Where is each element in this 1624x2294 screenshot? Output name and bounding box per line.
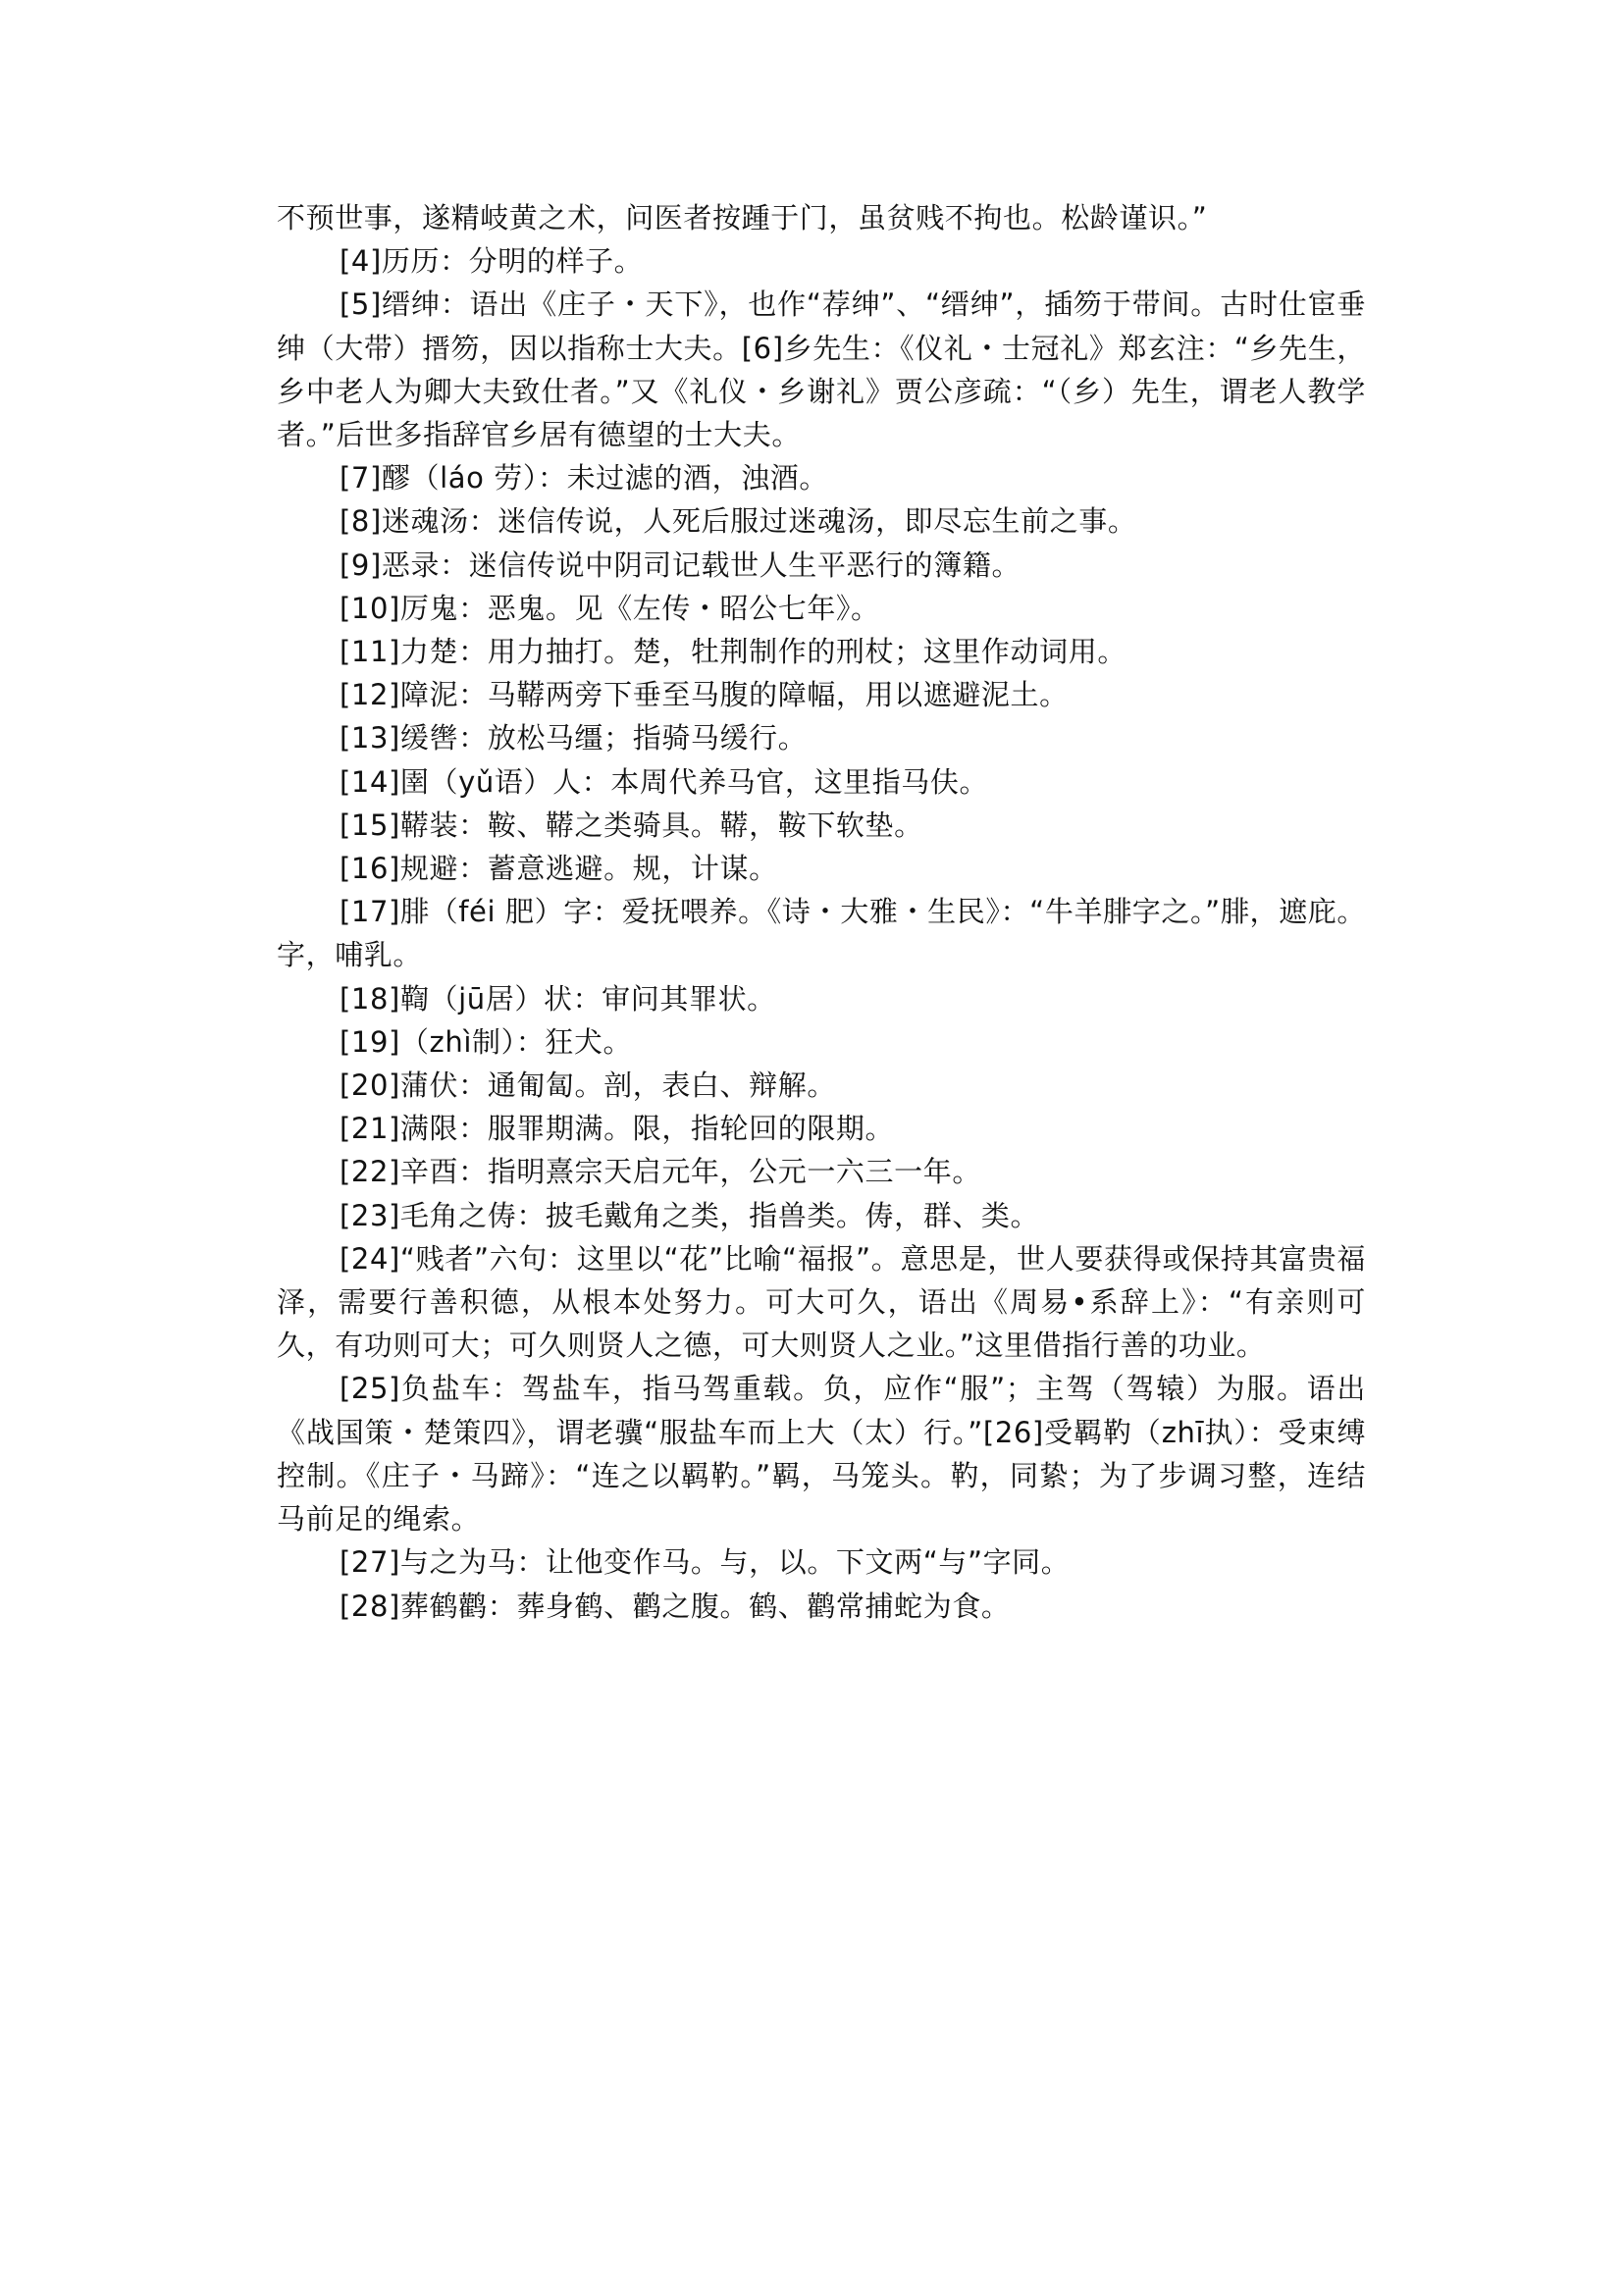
note-12: [12]障泥：马鞯两旁下垂至马腹的障幅，用以遮避泥土。 — [340, 678, 1069, 712]
note-21: [21]满限：服罪期满。限，指轮回的限期。 — [340, 1112, 895, 1146]
note-22: [22]辛酉：指明熹宗天启元年，公元一六三一年。 — [340, 1155, 981, 1189]
note-25-26: [25]负盐车：驾盐车，指马驾重载。负，应作“服”；主驾（驾辕）为服。语出《战国策・楚策四》，谓老骥“服盐车而上大（太）行。”[26]受羁靮（zhī执）：受束缚控制。《庄子・马蹄》：“连之以羁靮。”羁，马笼头。靮，同絷；为了步调习整，连结马前足的绳索。 — [277, 1372, 1366, 1537]
note-24: [24]“贱者”六句：这里以“花”比喻“福报”。意思是，世人要获得或保持其富贵福泽，需要行善积德，从根本处努力。可大可久，语出《周易•系辞上》：“有亲则可久，有功则可大；可久则贤人之德，可大则贤人之业。”这里借指行善的功业。 — [277, 1241, 1366, 1363]
note-13: [13]缓辔：放松马缰；指骑马缓行。 — [340, 721, 808, 756]
note-27: [27]与之为马：让他变作马。与，以。下文两“与”字同。 — [340, 1545, 1071, 1580]
note-15: [15]鞯装：鞍、鞯之类骑具。鞯，鞍下软垫。 — [340, 808, 923, 842]
note-9: [9]恶录：迷信传说中阴司记载世人生平恶行的簿籍。 — [340, 547, 1022, 582]
note-18: [18]鞫（jū居）状：审问其罪状。 — [340, 981, 776, 1016]
note-4: [4]历历：分明的样子。 — [340, 244, 644, 279]
note-28: [28]葬鹤鹳：葬身鹤、鹳之腹。鹤、鹳常捕蛇为食。 — [340, 1589, 1011, 1623]
annotation-text-block — [277, 196, 1366, 1628]
note-8: [8]迷魂汤：迷信传说，人死后服过迷魂汤，即尽忘生前之事。 — [340, 504, 1137, 539]
note-7: [7]醪（láo 劳）：未过滤的酒，浊酒。 — [340, 461, 828, 495]
note-20: [20]蒲伏：通匍匐。剖，表白、辩解。 — [340, 1069, 836, 1103]
note-19: [19]（zhì制）：狂犬。 — [340, 1024, 633, 1059]
continuation-paragraph: 不预世事，遂精岐黄之术，问医者按踵于门，虽贫贱不拘也。松龄谨识。” — [277, 201, 1208, 235]
note-5-6: [5]缙绅：语出《庄子・天下》，也作“荐绅”、“缙绅”，插笏于带间。古时仕宦垂绅（大带）搢笏，因以指称士大夫。[6]乡先生：《仪礼・士冠礼》郑玄注：“乡先生，乡中老人为卿大夫致仕者。”又《礼仪・乡谢礼》贾公彦疏：“（乡）先生，谓老人教学者。”后世多指辞官乡居有德望的士大夫。 — [277, 287, 1366, 452]
note-10: [10]厉鬼：恶鬼。见《左传・昭公七年》。 — [340, 591, 880, 625]
note-23: [23]毛角之俦：披毛戴角之类，指兽类。俦，群、类。 — [340, 1198, 1040, 1232]
note-17: [17]腓（féi 肥）字：爱抚喂养。《诗・大雅・生民》：“牛羊腓字之。”腓，遮庇。字，哺乳。 — [277, 895, 1366, 972]
note-11: [11]力楚：用力抽打。楚，牡荆制作的刑杖；这里作动词用。 — [340, 635, 1126, 669]
note-16: [16]规避：蓄意逃避。规，计谋。 — [340, 852, 778, 886]
note-14: [14]圉（yǔ语）人：本周代养马官，这里指马伕。 — [340, 764, 989, 799]
